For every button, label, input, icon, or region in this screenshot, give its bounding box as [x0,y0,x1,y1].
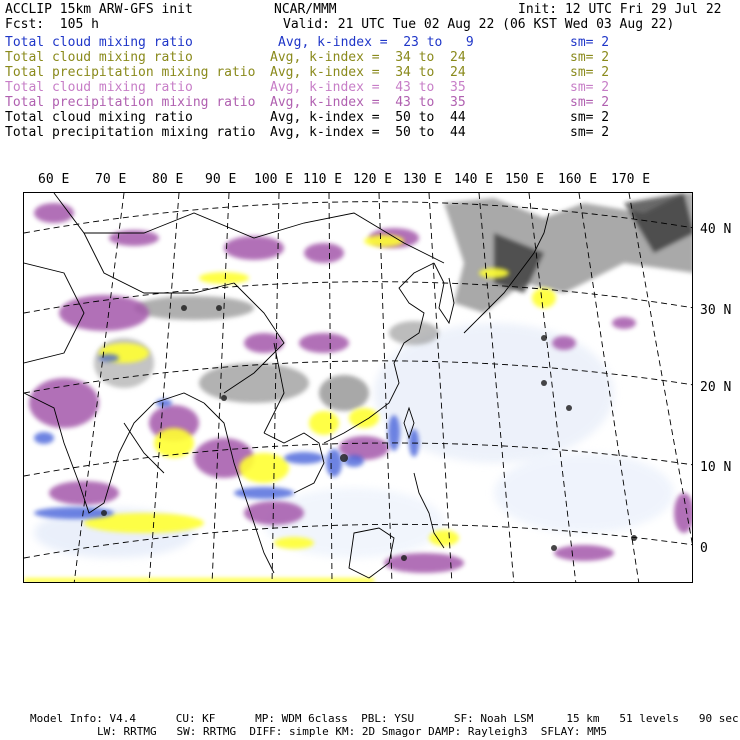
field-label: Total precipitation mixing ratio [5,125,256,140]
init-time: Init: 12 UTC Fri 29 Jul 22 [518,2,722,17]
lon-label: 80 E [152,172,184,187]
lon-label: 90 E [205,172,237,187]
forecast-map [23,192,693,583]
lon-label: 100 E [254,172,294,187]
lat-label: 30 N [700,303,732,318]
org-label: NCAR/MMM [274,2,337,17]
field-label: Total cloud mixing ratio [5,110,193,125]
field-kindex: Avg, k-index = 50 to 44 [270,125,466,140]
forecast-hour: Fcst: 105 h [5,17,99,32]
lon-label: 120 E [353,172,393,187]
field-smoothing: sm= 2 [570,95,610,110]
field-kindex: Avg, k-index = 43 to 35 [270,95,466,110]
lon-label: 130 E [403,172,443,187]
lon-label: 170 E [611,172,651,187]
lon-label: 140 E [454,172,494,187]
map-canvas [24,193,693,583]
field-label: Total cloud mixing ratio [5,50,193,65]
model-info-line1: Model Info: V4.4 CU: KF MP: WDM 6class PBL: YSU SF: Noah LSM 15 km 51 levels 90 sec [30,712,739,725]
field-smoothing: sm= 2 [570,80,610,95]
model-info-line2: LW: RRTMG SW: RRTMG DIFF: simple KM: 2D Smagor DAMP: Rayleigh3 SFLAY: MM5 [97,725,607,738]
field-kindex: Avg, k-index = 43 to 35 [270,80,466,95]
valid-time: Valid: 21 UTC Tue 02 Aug 22 (06 KST Wed 03 Aug 22) [283,17,675,32]
field-kindex: Avg, k-index = 34 to 24 [270,50,466,65]
model-title: ACCLIP 15km ARW-GFS init [5,2,193,17]
lon-label: 60 E [38,172,70,187]
lon-label: 110 E [303,172,343,187]
field-label: Total precipitation mixing ratio [5,95,256,110]
lon-label: 160 E [558,172,598,187]
field-label: Total cloud mixing ratio [5,35,193,50]
field-kindex: Avg, k-index = 23 to 9 [278,35,474,50]
lon-label: 70 E [95,172,127,187]
field-smoothing: sm= 2 [570,110,610,125]
field-label: Total precipitation mixing ratio [5,65,256,80]
field-smoothing: sm= 2 [570,50,610,65]
lat-label: 20 N [700,380,732,395]
lon-label: 150 E [505,172,545,187]
field-smoothing: sm= 2 [570,35,610,50]
field-kindex: Avg, k-index = 34 to 24 [270,65,466,80]
field-smoothing: sm= 2 [570,125,610,140]
field-kindex: Avg, k-index = 50 to 44 [270,110,466,125]
lat-label: 40 N [700,222,732,237]
lat-label: 10 N [700,460,732,475]
field-label: Total cloud mixing ratio [5,80,193,95]
lat-label: 0 [700,541,708,556]
field-smoothing: sm= 2 [570,65,610,80]
